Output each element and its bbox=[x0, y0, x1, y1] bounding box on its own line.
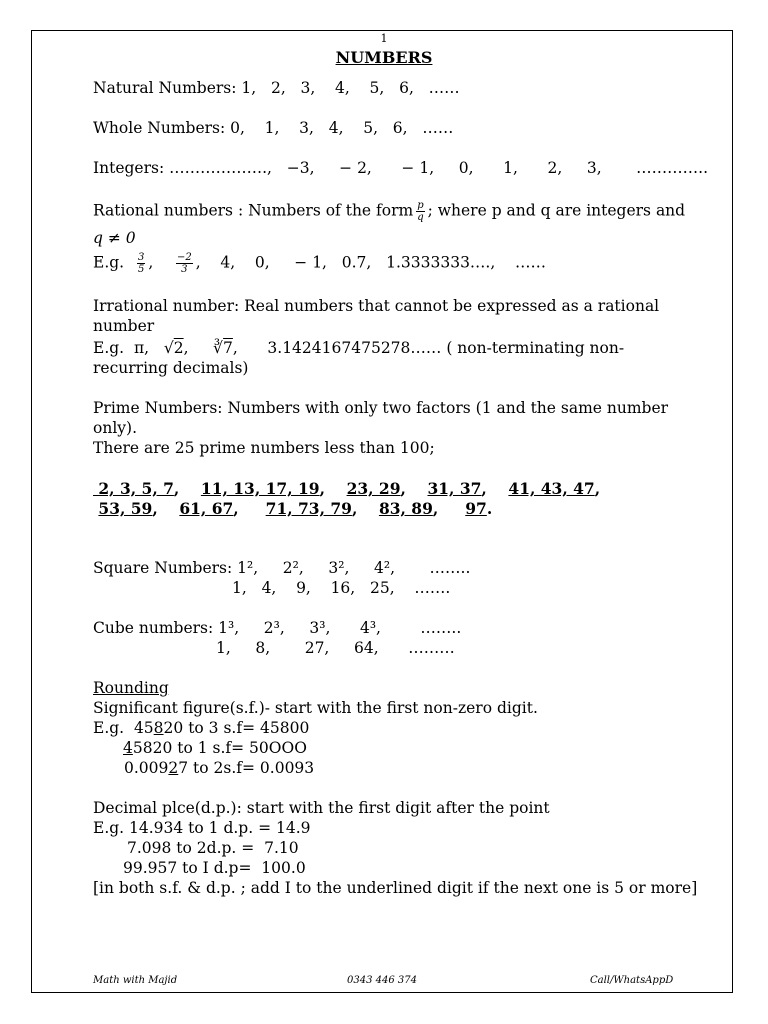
square-values-line: 1, 4, 9, 16, 25, ……. bbox=[232, 579, 451, 597]
sf-example-1: E.g. 45820 to 3 s.f= 45800 bbox=[93, 719, 310, 737]
fraction-p-over-q: $\frac{p}{q}$ bbox=[417, 200, 424, 223]
footer-phone: 0343 446 374 bbox=[347, 975, 417, 986]
dp-example-1: E.g. 14.934 to 1 d.p. = 14.9 bbox=[93, 819, 311, 837]
sf-definition: Significant figure(s.f.)- start with the first non-zero digit. bbox=[93, 699, 538, 717]
dp-example-2: 7.098 to 2d.p. = 7.10 bbox=[127, 839, 299, 857]
sf-example-2: 45820 to 1 s.f= 50OOO bbox=[123, 739, 307, 757]
natural-numbers-line: Natural Numbers: 1, 2, 3, 4, 5, 6, …… bbox=[93, 79, 460, 97]
irrational-line-4: recurring decimals) bbox=[93, 359, 249, 377]
rational-definition bbox=[93, 200, 685, 223]
cube-values-line: 1, 8, 27, 64, ……… bbox=[216, 639, 455, 657]
rounding-heading: Rounding bbox=[93, 679, 169, 697]
fraction-3-5: $\frac{3}{5}$ bbox=[137, 252, 145, 275]
prime-line-3: There are 25 prime numbers less than 100; bbox=[93, 439, 435, 457]
fraction-neg2-3: $\frac{-2}{3}$ bbox=[176, 252, 192, 275]
rational-examples: E.g. $\frac{3}{5}$ , $\frac{-2}{3}$ , 4, 0, − 1, 0.7, 1.3333333…., …… bbox=[93, 252, 546, 275]
cube-numbers-line: Cube numbers: 1³, 2³, 3³, 4³, …….. bbox=[93, 619, 462, 637]
dp-definition: Decimal plce(d.p.): start with the first digit after the point bbox=[93, 799, 550, 817]
footer-right: Call/WhatsAppD bbox=[590, 975, 674, 986]
rational-text-a: Rational numbers : Numbers of the form bbox=[93, 201, 414, 220]
rational-condition: q ≠ 0 bbox=[93, 229, 136, 247]
dp-example-3: 99.957 to I d.p= 100.0 bbox=[123, 859, 306, 877]
whole-numbers-line: Whole Numbers: 0, 1, 3, 4, 5, 6, …… bbox=[93, 119, 454, 137]
irrational-line-1: Irrational number: Real numbers that cannot be expressed as a rational bbox=[93, 297, 660, 315]
primes-row-1: 2, 3, 5, 7, 11, 13, 17, 19, 23, 29, 31, 37, 41, 43, 47, bbox=[93, 479, 601, 498]
page-title: NUMBERS bbox=[335, 48, 433, 67]
rational-text-b: ; where p and q are integers and bbox=[427, 201, 686, 220]
primes-row-2: 53, 59, 61, 67, 71, 73, 79, 83, 89, 97. bbox=[98, 499, 493, 518]
square-numbers-line: Square Numbers: 1², 2², 3², 4², …….. bbox=[93, 559, 471, 577]
irrational-examples: E.g. π, √2, ∛7, 3.1424167475278…… ( non-terminating non- bbox=[93, 339, 625, 357]
rounding-note: [in both s.f. & d.p. ; add I to the underlined digit if the next one is 5 or more] bbox=[93, 879, 698, 897]
footer-left: Math with Majid bbox=[93, 975, 178, 986]
prime-line-2: only). bbox=[93, 419, 138, 437]
integers-line: Integers: ………………., −3, − 2, − 1, 0, 1, 2, 3, ………….. bbox=[93, 159, 709, 177]
irrational-line-2: number bbox=[93, 317, 155, 335]
sf-example-3: 0.00927 to 2s.f= 0.0093 bbox=[124, 759, 315, 777]
prime-line-1: Prime Numbers: Numbers with only two factors (1 and the same number bbox=[93, 399, 669, 417]
page-number: 1 bbox=[380, 32, 388, 45]
